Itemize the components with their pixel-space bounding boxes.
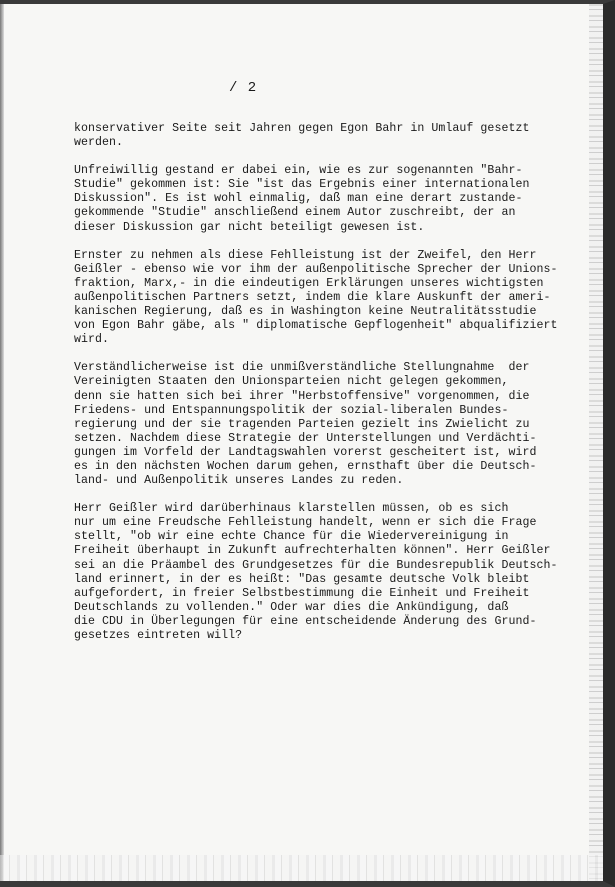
scan-bottom-noise: [0, 855, 603, 881]
text-line: konservativer Seite seit Jahren gegen Egon Bahr in Umlauf gesetzt: [74, 122, 530, 135]
text-line: gungen im Vorfeld der Landtagswahlen vorerst gescheitert ist, wird: [74, 445, 537, 459]
text-line: Vereinigten Staaten den Unionsparteien nicht gelegen gekommen,: [74, 375, 509, 389]
text-line: es in den nächsten Wochen darum gehen, ernsthaft über die Deutsch-: [74, 459, 537, 473]
text-line: Geißler - ebenso wie vor ihm der außenpolitische Sprecher der Unions-: [74, 262, 558, 276]
text-line: gesetzes eintreten will?: [74, 629, 243, 642]
paragraph-5: [74, 502, 574, 643]
text-line: gekommende "Studie" anschließend einem Autor zuschreibt, der an: [74, 206, 516, 220]
text-line: Deutschlands zu vollenden." Oder war dies die Ankündigung, daß: [74, 600, 509, 614]
text-line: nur um eine Freudsche Fehlleistung handelt, wenn er sich die Frage: [74, 516, 537, 530]
text-line: Unfreiwillig gestand er dabei ein, wie es zur sogenannten "Bahr-: [74, 164, 523, 178]
text-line: von Egon Bahr gäbe, als " diplomatische Gepflogenheit" abqualifiziert: [74, 319, 558, 333]
text-line: außenpolitischen Partners setzt, indem die klare Auskunft der ameri-: [74, 290, 551, 304]
text-line: aufgefordert, in freier Selbstbestimmung die Einheit und Freiheit: [74, 586, 530, 600]
scan-right-noise: [589, 4, 603, 881]
text-line: Friedens- und Entspannungspolitik der sozial-liberalen Bundes-: [74, 403, 509, 417]
text-line: denn sie hatten sich bei ihrer "Herbstoffensive" vorgenommen, die: [74, 389, 530, 403]
text-line: stellt, "ob wir eine echte Chance für die Wiedervereinigung in: [74, 530, 509, 544]
text-line: Diskussion". Es ist wohl einmalig, daß man eine derart zustande-: [74, 192, 523, 206]
text-line: werden.: [74, 136, 124, 150]
text-line: regierung und der sie tragenden Parteien gezielt ins Zwielicht zu: [74, 417, 530, 431]
text-line: kanischen Regierung, daß es in Washington keine Neutralitätsstudie: [74, 305, 537, 319]
paragraph-4: [74, 361, 574, 488]
text-line: Herr Geißler wird darüberhinaus klarstellen müssen, ob es sich: [74, 502, 509, 516]
text-line: wird.: [74, 333, 110, 347]
scan-left-edge: [0, 4, 4, 881]
paragraph-3: [74, 249, 574, 348]
text-line: land- und Außenpolitik unseres Landes zu reden.: [74, 474, 404, 488]
text-line: setzen. Nachdem diese Strategie der Unterstellungen und Verdächti-: [74, 431, 537, 445]
text-line: sei an die Präambel des Grundgesetzes für die Bundesrepublik Deutsch-: [74, 558, 558, 572]
text-line: Verständlicherweise ist die unmißverständliche Stellungnahme der: [74, 361, 530, 375]
paragraph-2: [74, 164, 574, 234]
paragraph-1: [74, 122, 574, 150]
text-line: Studie" gekommen ist: Sie "ist das Ergebnis einer internationalen: [74, 178, 530, 192]
page-number: / 2: [229, 80, 258, 96]
text-line: dieser Diskussion gar nicht beteiligt gewesen ist.: [74, 220, 425, 234]
body-text: [74, 122, 574, 657]
text-line: die CDU in Überlegungen für eine entscheidende Änderung des Grund-: [74, 614, 537, 628]
text-line: fraktion, Marx,- in die eindeutigen Erklärungen unseres wichtigsten: [74, 276, 544, 290]
text-line: Freiheit überhaupt in Zukunft aufrechterhalten können". Herr Geißler: [74, 544, 551, 558]
text-line: land erinnert, in der es heißt: "Das gesamte deutsche Volk bleibt: [74, 572, 530, 586]
text-line: Ernster zu nehmen als diese Fehlleistung ist der Zweifel, den Herr: [74, 248, 537, 262]
